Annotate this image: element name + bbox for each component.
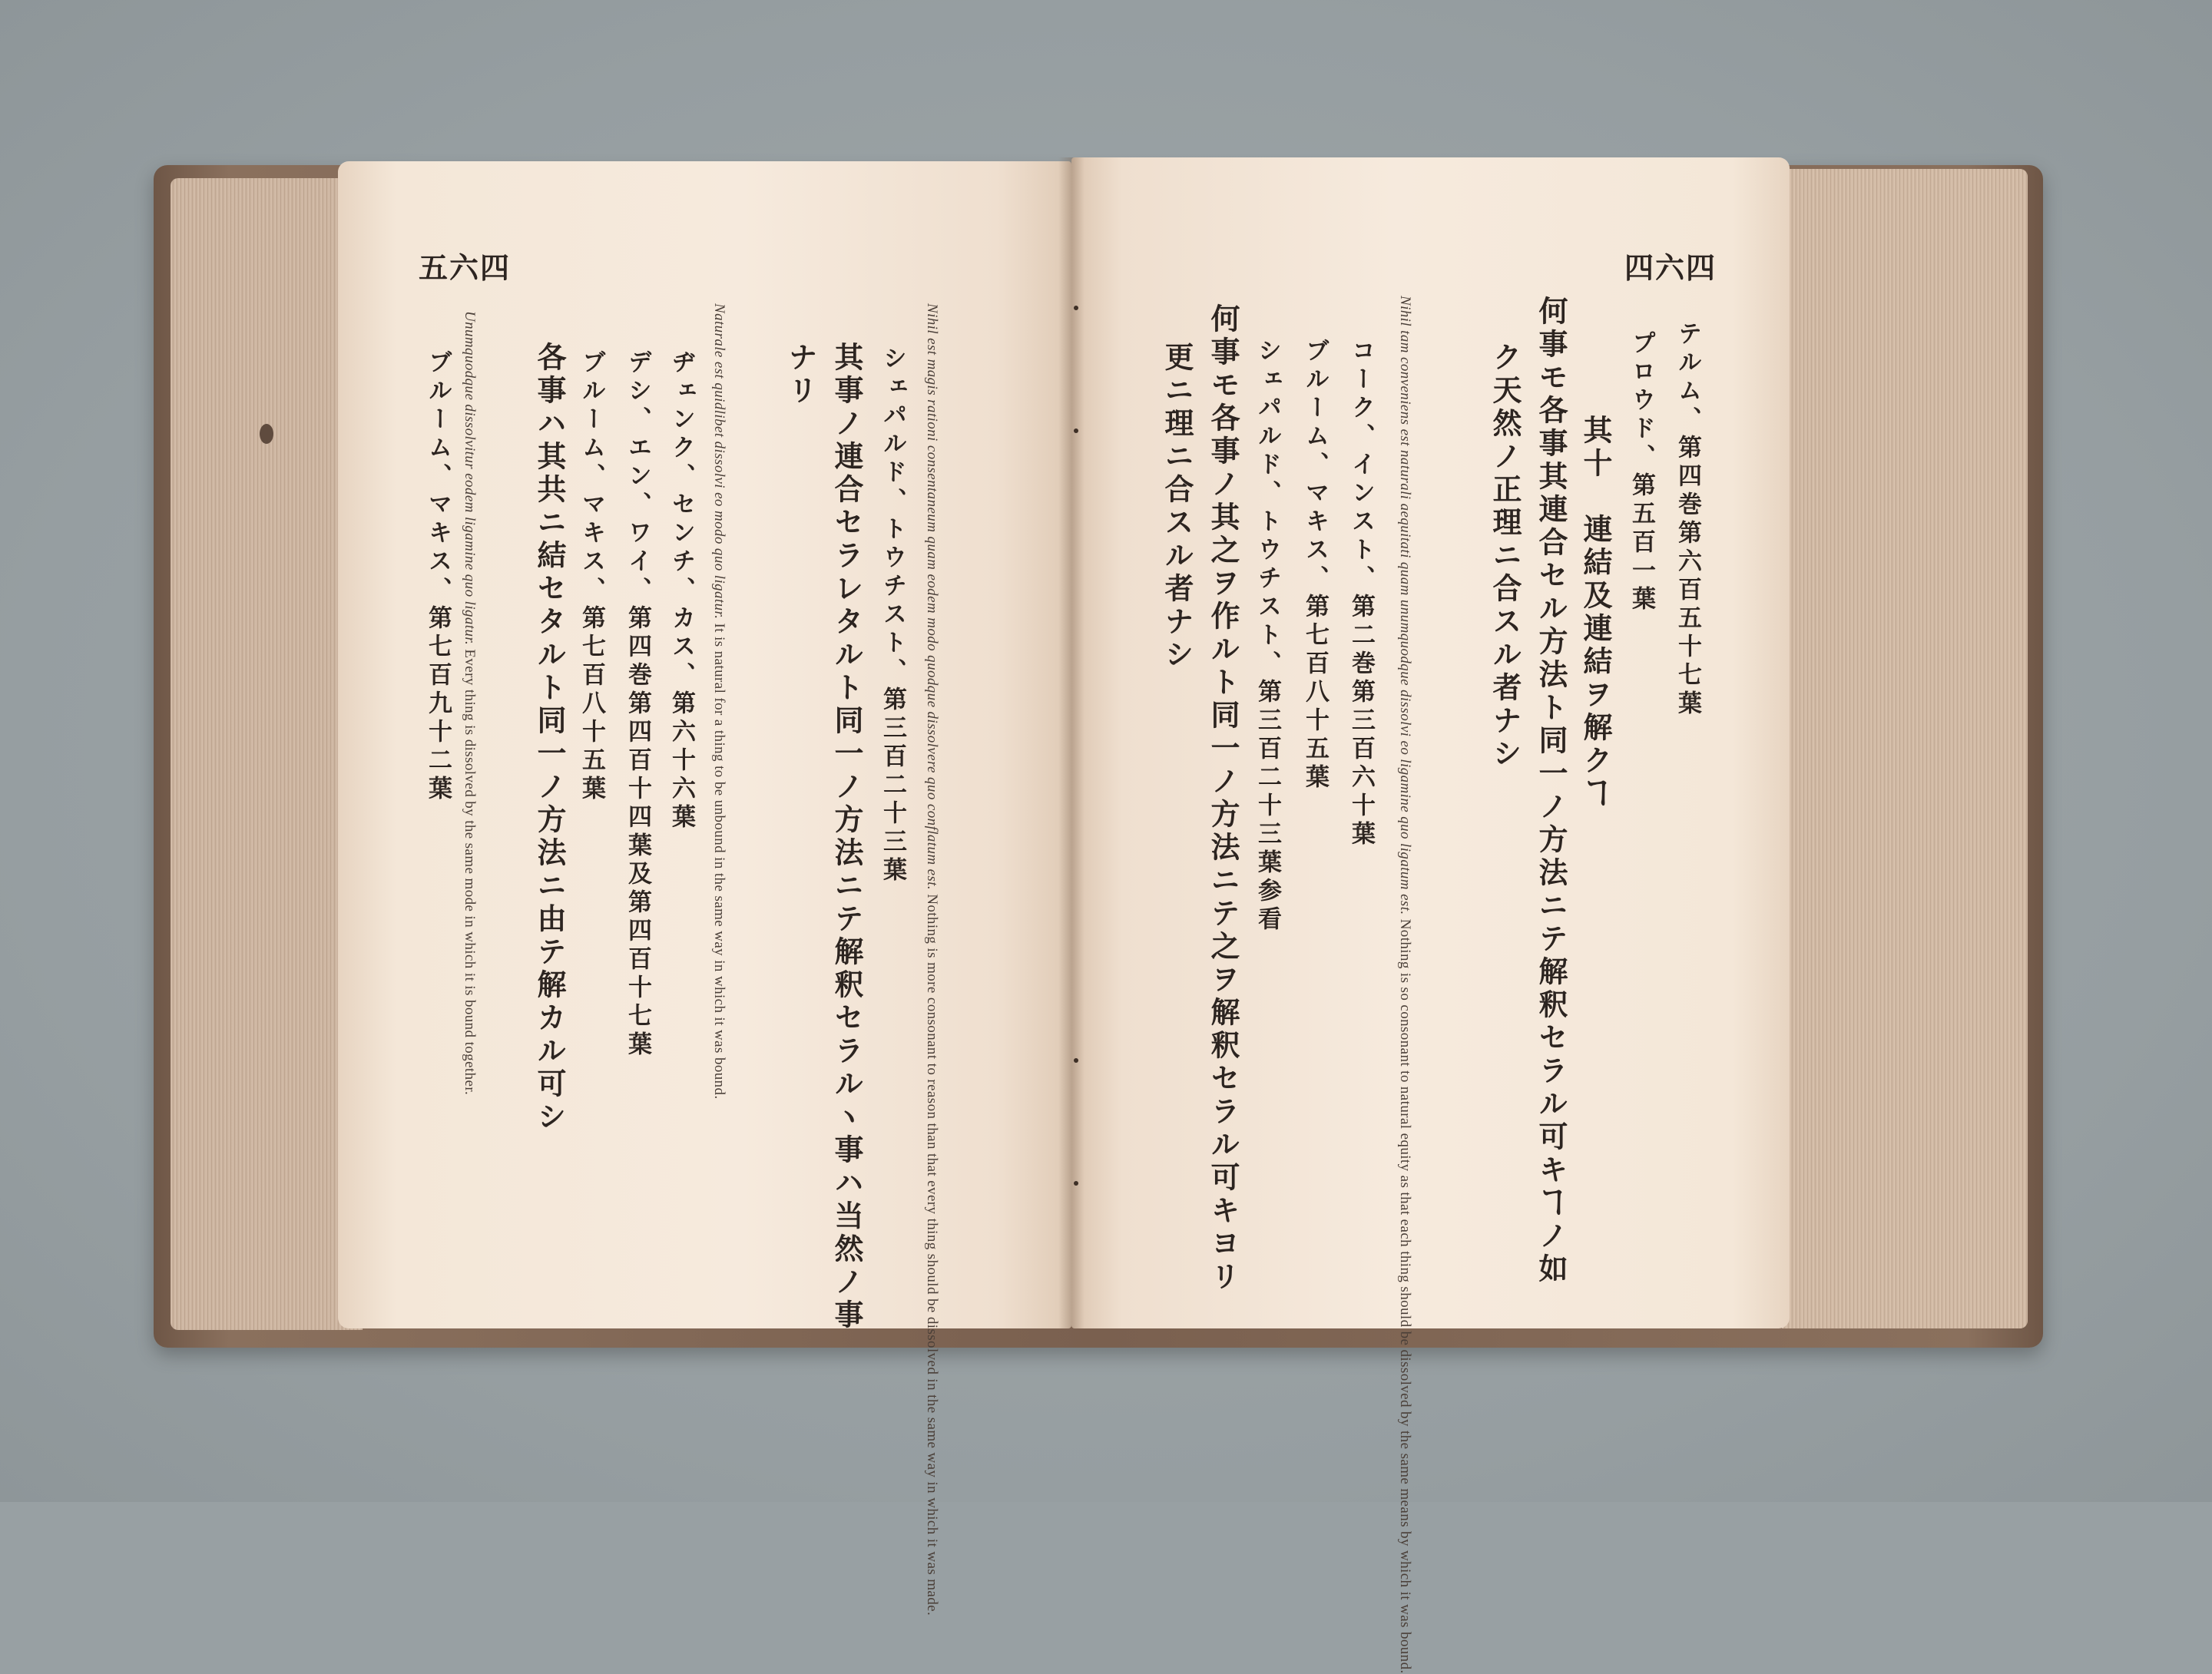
binding-hole xyxy=(260,424,273,444)
stitch-mark xyxy=(1074,1058,1078,1063)
stitch-mark xyxy=(1074,1181,1078,1186)
japanese-maxim-line: ク天然ノ正理ニ合スル者ナシ xyxy=(1488,342,1522,771)
latin-text: Unumquodque dissolvitur eodem ligamine quo ligatur. xyxy=(462,311,478,646)
latin-text: Nihil tam conveniens est naturali aequitati quam unumquodque dissolvi eo ligamine quo ligatum est. xyxy=(1397,296,1413,915)
citation-line: コーク、インスト、第二巻第三百六十葉 xyxy=(1347,338,1375,849)
latin-text: Nihil est magis rationi consentaneum quam eodem modo quodque dissolvere quo conflatum est. xyxy=(924,303,940,891)
latin-maxim xyxy=(710,303,727,1209)
left-page-edges xyxy=(171,178,363,1330)
japanese-maxim-line: 何事モ各事其連合セル方法ト同一ノ方法ニテ解釈セラル可キヿノ如 xyxy=(1534,296,1568,1286)
latin-maxim xyxy=(923,303,940,1616)
latin-maxim xyxy=(1396,296,1413,1674)
japanese-maxim-line: ナリ xyxy=(783,342,818,408)
citation-line: ブルーム、マキス、第七百八十五葉 xyxy=(578,349,605,804)
japanese-maxim-line: 更ニ理ニ合スル者ナシ xyxy=(1160,342,1194,672)
japanese-maxim-line: 何事モ各事ノ其之ヲ作ルト同一ノ方法ニテ之ヲ解釈セラル可キヨリ xyxy=(1206,303,1240,1294)
citation-line: ヂェンク、センチ、カス、第六十六葉 xyxy=(667,349,695,832)
citation-line: シェパルド、トウチスト、第三百二十三葉参看 xyxy=(1253,338,1281,935)
citation-line: テルム、第四巻第六百五十七葉 xyxy=(1674,321,1701,719)
right-page-edges xyxy=(1782,169,2028,1328)
latin-text: Naturale est quidlibet dissolvi eo modo quo ligatur. xyxy=(711,303,727,620)
stitch-mark xyxy=(1074,306,1078,310)
page-number-right: 四六四 xyxy=(1624,250,1717,285)
citation-line: ブルーム、マキス、第七百八十五葉 xyxy=(1301,338,1329,792)
english-text: Nothing is so consonant to natural equity as that each thing should be dissolved by the same means by which it was bound. xyxy=(1397,918,1413,1674)
book-gutter xyxy=(1058,157,1084,1328)
page-number-left: 五六四 xyxy=(419,250,512,285)
citation-line: プロウド、第五百一葉 xyxy=(1628,330,1655,614)
stitch-mark xyxy=(1074,428,1078,433)
citation-line: シェパルド、トウチスト、第三百二十三葉 xyxy=(879,346,906,885)
english-text: Every thing is dissolved by the same mode in which it is bound together. xyxy=(462,649,478,1096)
japanese-maxim-line: 各事ハ其共ニ結セタルト同一ノ方法ニ由テ解カル可シ xyxy=(532,342,567,1134)
citation-line: ブルーム、マキス、第七百九十二葉 xyxy=(424,349,452,804)
english-text: Nothing is more consonant to reason than that every thing should be dissolved in the same way in which it was made. xyxy=(924,894,940,1616)
english-text: It is natural for a thing to be unbound in the same way in which it was bound. xyxy=(711,623,727,1100)
citation-line: デシ、エン、ワイ、第四巻第四百十四葉及第四百十七葉 xyxy=(624,349,651,1060)
section-heading: 其十 連結及連結ヲ解クヿ xyxy=(1578,415,1613,811)
latin-maxim xyxy=(461,311,478,1194)
japanese-maxim-line: 其事ノ連合セラレタルト同一ノ方法ニテ解釈セラルヽ事ハ当然ノ事 xyxy=(830,342,864,1332)
